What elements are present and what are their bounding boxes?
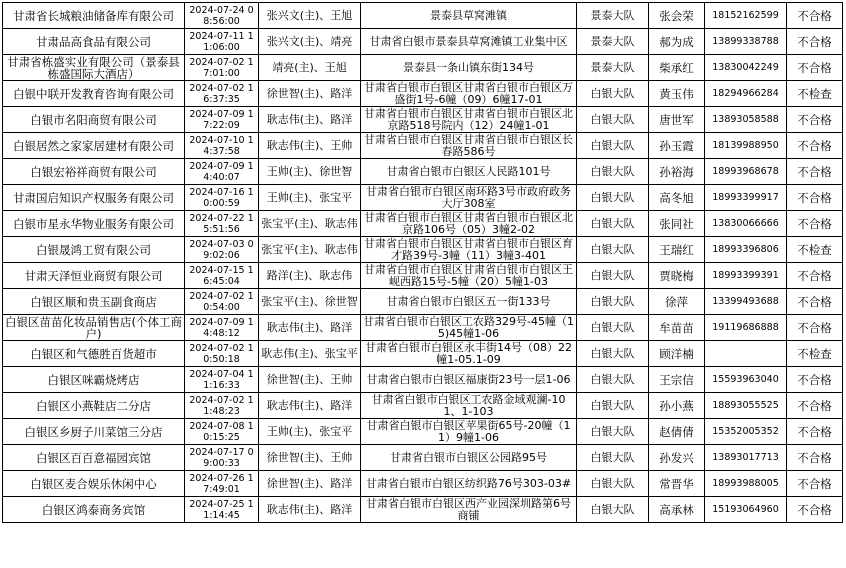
address-cell: 甘肃省白银市白银区苹果街65号-20幢（11）9幢1-06 (361, 419, 577, 445)
inspection-time-cell: 2024-07-09 14:40:07 (185, 159, 259, 185)
inspection-time-cell: 2024-07-02 11:48:23 (185, 393, 259, 419)
inspection-time-cell: 2024-07-26 17:49:01 (185, 471, 259, 497)
address-cell: 甘肃省白银市白银区南环路3号市政府政务大厅308室 (361, 185, 577, 211)
inspection-time-cell: 2024-07-02 16:37:35 (185, 81, 259, 107)
phone-number-cell (705, 341, 787, 367)
result-cell: 不检查 (787, 81, 843, 107)
table-row (3, 393, 843, 419)
table-row (3, 263, 843, 289)
company-name-cell: 白银晟鸿工贸有限公司 (3, 237, 185, 263)
table-row (3, 289, 843, 315)
phone-number-cell: 13893017713 (705, 445, 787, 471)
result-cell: 不合格 (787, 55, 843, 81)
company-name-cell: 甘肃天泽恒业商贸有限公司 (3, 263, 185, 289)
brigade-cell: 白银大队 (577, 237, 649, 263)
contact-person-cell: 顾洋楠 (649, 341, 705, 367)
company-name-cell: 白银区顺和贵玉副食商店 (3, 289, 185, 315)
contact-person-cell: 高承林 (649, 497, 705, 523)
brigade-cell: 白银大队 (577, 445, 649, 471)
company-name-cell: 甘肃省栋盛实业有限公司（景泰县栋盛国际大酒店） (3, 55, 185, 81)
contact-person-cell: 王瑞红 (649, 237, 705, 263)
inspectors-cell: 耿志伟(主)、路洋 (259, 497, 361, 523)
brigade-cell: 白银大队 (577, 107, 649, 133)
inspectors-cell: 耿志伟(主)、路洋 (259, 393, 361, 419)
result-cell: 不合格 (787, 315, 843, 341)
company-name-cell: 白银区百百意福园宾馆 (3, 445, 185, 471)
table-row (3, 341, 843, 367)
phone-number-cell: 18993399391 (705, 263, 787, 289)
phone-number-cell: 15352005352 (705, 419, 787, 445)
result-cell: 不合格 (787, 419, 843, 445)
brigade-cell: 景泰大队 (577, 55, 649, 81)
phone-number-cell: 13899338788 (705, 29, 787, 55)
result-cell: 不检查 (787, 237, 843, 263)
inspectors-cell: 王帅(主)、张宝平 (259, 185, 361, 211)
table-row (3, 107, 843, 133)
inspectors-cell: 靖亮(主)、王旭 (259, 55, 361, 81)
inspectors-cell: 徐世智(主)、路洋 (259, 81, 361, 107)
brigade-cell: 景泰大队 (577, 29, 649, 55)
address-cell: 甘肃省白银市白银区纺织路76号303-03# (361, 471, 577, 497)
result-cell: 不合格 (787, 185, 843, 211)
table-row (3, 3, 843, 29)
address-cell: 甘肃省白银市白银区甘肃省白银市白银区长春路586号 (361, 133, 577, 159)
table-row (3, 55, 843, 81)
result-cell: 不合格 (787, 471, 843, 497)
contact-person-cell: 黄玉伟 (649, 81, 705, 107)
inspection-time-cell: 2024-07-17 09:00:33 (185, 445, 259, 471)
contact-person-cell: 孙玉霞 (649, 133, 705, 159)
brigade-cell: 白银大队 (577, 81, 649, 107)
phone-number-cell: 18893055525 (705, 393, 787, 419)
inspection-time-cell: 2024-07-02 17:01:00 (185, 55, 259, 81)
phone-number-cell: 18993968678 (705, 159, 787, 185)
inspectors-cell: 耿志伟(主)、路洋 (259, 107, 361, 133)
brigade-cell: 白银大队 (577, 159, 649, 185)
table-row (3, 81, 843, 107)
phone-number-cell: 18139988950 (705, 133, 787, 159)
inspectors-cell: 张宝平(主)、耿志伟 (259, 237, 361, 263)
company-name-cell: 白银区和气德胜百货超市 (3, 341, 185, 367)
inspectors-cell: 路洋(主)、耿志伟 (259, 263, 361, 289)
address-cell: 景泰县一条山镇东街134号 (361, 55, 577, 81)
brigade-cell: 景泰大队 (577, 3, 649, 29)
inspectors-cell: 张兴文(主)、靖亮 (259, 29, 361, 55)
table-row (3, 445, 843, 471)
company-name-cell: 白银区小燕鞋店二分店 (3, 393, 185, 419)
table-row (3, 367, 843, 393)
phone-number-cell: 19119686888 (705, 315, 787, 341)
company-name-cell: 白银市星永华物业服务有限公司 (3, 211, 185, 237)
result-cell: 不合格 (787, 211, 843, 237)
brigade-cell: 白银大队 (577, 393, 649, 419)
contact-person-cell: 唐世军 (649, 107, 705, 133)
table-row (3, 471, 843, 497)
result-cell: 不合格 (787, 367, 843, 393)
company-name-cell: 白银市名阳商贸有限公司 (3, 107, 185, 133)
brigade-cell: 白银大队 (577, 263, 649, 289)
contact-person-cell: 贾晓梅 (649, 263, 705, 289)
inspection-time-cell: 2024-07-10 14:37:58 (185, 133, 259, 159)
phone-number-cell: 15193064960 (705, 497, 787, 523)
inspectors-cell: 张兴文(主)、王旭 (259, 3, 361, 29)
result-cell: 不合格 (787, 159, 843, 185)
brigade-cell: 白银大队 (577, 419, 649, 445)
brigade-cell: 白银大队 (577, 341, 649, 367)
address-cell: 甘肃省白银市白银区甘肃省白银市白银区万盛街1号-6幢（09）6幢17-01 (361, 81, 577, 107)
inspection-time-cell: 2024-07-04 11:16:33 (185, 367, 259, 393)
phone-number-cell: 18294966284 (705, 81, 787, 107)
result-cell: 不检查 (787, 341, 843, 367)
table-row (3, 211, 843, 237)
inspectors-cell: 耿志伟(主)、张宝平 (259, 341, 361, 367)
inspection-time-cell: 2024-07-02 10:54:00 (185, 289, 259, 315)
inspectors-cell: 王帅(主)、张宝平 (259, 419, 361, 445)
table-row (3, 133, 843, 159)
address-cell: 甘肃省白银市白银区甘肃省白银市白银区北京路518号院内（12）24幢1-01 (361, 107, 577, 133)
contact-person-cell: 孙发兴 (649, 445, 705, 471)
phone-number-cell: 18993399917 (705, 185, 787, 211)
phone-number-cell: 13893058588 (705, 107, 787, 133)
result-cell: 不合格 (787, 289, 843, 315)
contact-person-cell: 郝为成 (649, 29, 705, 55)
brigade-cell: 白银大队 (577, 497, 649, 523)
result-cell: 不合格 (787, 263, 843, 289)
inspection-time-cell: 2024-07-22 15:51:56 (185, 211, 259, 237)
company-name-cell: 白银中联开发教育咨询有限公司 (3, 81, 185, 107)
result-cell: 不合格 (787, 497, 843, 523)
company-name-cell: 甘肃国启知识产权服务有限公司 (3, 185, 185, 211)
address-cell: 甘肃省白银市白银区永丰街14号（08）22幢1-05.1-09 (361, 341, 577, 367)
company-name-cell: 白银区麦合娱乐休闲中心 (3, 471, 185, 497)
address-cell: 甘肃省白银市白银区五一街133号 (361, 289, 577, 315)
brigade-cell: 白银大队 (577, 211, 649, 237)
address-cell: 甘肃省白银市白银区甘肃省白银市白银区北京路106号（05）3幢2-02 (361, 211, 577, 237)
phone-number-cell: 18993988005 (705, 471, 787, 497)
table-row (3, 29, 843, 55)
phone-number-cell: 18152162599 (705, 3, 787, 29)
company-name-cell: 白银居然之家家居建材有限公司 (3, 133, 185, 159)
inspection-time-cell: 2024-07-15 16:45:04 (185, 263, 259, 289)
company-name-cell: 甘肃品高食品有限公司 (3, 29, 185, 55)
inspectors-cell: 徐世智(主)、路洋 (259, 471, 361, 497)
company-name-cell: 白银宏裕祥商贸有限公司 (3, 159, 185, 185)
inspection-time-cell: 2024-07-24 08:56:00 (185, 3, 259, 29)
table-row (3, 315, 843, 341)
address-cell: 甘肃省白银市白银区工农路金域观澜-101、1-103 (361, 393, 577, 419)
contact-person-cell: 王宗信 (649, 367, 705, 393)
address-cell: 甘肃省白银市景泰县草窝滩镇工业集中区 (361, 29, 577, 55)
address-cell: 甘肃省白银市白银区西产业园深圳路第6号商铺 (361, 497, 577, 523)
result-cell: 不合格 (787, 445, 843, 471)
brigade-cell: 白银大队 (577, 185, 649, 211)
inspectors-cell: 张宝平(主)、徐世智 (259, 289, 361, 315)
contact-person-cell: 徐萍 (649, 289, 705, 315)
inspection-time-cell: 2024-07-11 11:06:00 (185, 29, 259, 55)
inspectors-cell: 耿志伟(主)、路洋 (259, 315, 361, 341)
result-cell: 不合格 (787, 133, 843, 159)
company-name-cell: 白银区苗苗化妆品销售店(个体工商户) (3, 315, 185, 341)
contact-person-cell: 常晋华 (649, 471, 705, 497)
contact-person-cell: 高冬旭 (649, 185, 705, 211)
contact-person-cell: 牟苗苗 (649, 315, 705, 341)
brigade-cell: 白银大队 (577, 133, 649, 159)
inspection-table (2, 2, 843, 523)
table-row (3, 419, 843, 445)
brigade-cell: 白银大队 (577, 315, 649, 341)
company-name-cell: 甘肃省长城粮油储备库有限公司 (3, 3, 185, 29)
table-row (3, 185, 843, 211)
brigade-cell: 白银大队 (577, 471, 649, 497)
phone-number-cell: 15593963040 (705, 367, 787, 393)
contact-person-cell: 孙裕海 (649, 159, 705, 185)
inspection-time-cell: 2024-07-03 09:02:06 (185, 237, 259, 263)
inspectors-cell: 王帅(主)、徐世智 (259, 159, 361, 185)
phone-number-cell: 18993396806 (705, 237, 787, 263)
address-cell: 甘肃省白银市白银区福康街23号一层1-06 (361, 367, 577, 393)
address-cell: 甘肃省白银市白银区工农路329号-45幢（15)45幢1-06 (361, 315, 577, 341)
inspection-time-cell: 2024-07-16 10:00:59 (185, 185, 259, 211)
brigade-cell: 白银大队 (577, 289, 649, 315)
inspectors-cell: 徐世智(主)、王帅 (259, 367, 361, 393)
result-cell: 不合格 (787, 29, 843, 55)
result-cell: 不合格 (787, 107, 843, 133)
result-cell: 不合格 (787, 393, 843, 419)
contact-person-cell: 赵倩倩 (649, 419, 705, 445)
company-name-cell: 白银区鸿泰商务宾馆 (3, 497, 185, 523)
company-name-cell: 白银区咪霸烧烤店 (3, 367, 185, 393)
contact-person-cell: 柴承红 (649, 55, 705, 81)
company-name-cell: 白银区乡厨子川菜馆三分店 (3, 419, 185, 445)
result-cell: 不合格 (787, 3, 843, 29)
inspection-time-cell: 2024-07-08 10:15:25 (185, 419, 259, 445)
brigade-cell: 白银大队 (577, 367, 649, 393)
address-cell: 甘肃省白银市白银区甘肃省白银市白银区王岘西路15号-5幢（20）5幢1-03 (361, 263, 577, 289)
table-row (3, 237, 843, 263)
inspection-time-cell: 2024-07-09 17:22:09 (185, 107, 259, 133)
inspection-time-cell: 2024-07-25 11:14:45 (185, 497, 259, 523)
inspectors-cell: 张宝平(主)、耿志伟 (259, 211, 361, 237)
phone-number-cell: 13399493688 (705, 289, 787, 315)
contact-person-cell: 张同社 (649, 211, 705, 237)
inspection-time-cell: 2024-07-09 14:48:12 (185, 315, 259, 341)
contact-person-cell: 张会荣 (649, 3, 705, 29)
phone-number-cell: 13830066666 (705, 211, 787, 237)
table-row (3, 497, 843, 523)
address-cell: 甘肃省白银市白银区公园路95号 (361, 445, 577, 471)
inspectors-cell: 徐世智(主)、王帅 (259, 445, 361, 471)
phone-number-cell: 13830042249 (705, 55, 787, 81)
address-cell: 景泰县草窝滩镇 (361, 3, 577, 29)
inspectors-cell: 耿志伟(主)、王帅 (259, 133, 361, 159)
address-cell: 甘肃省白银市白银区甘肃省白银市白银区育才路39号-3幢（11）3幢3-401 (361, 237, 577, 263)
table-row (3, 159, 843, 185)
inspection-time-cell: 2024-07-02 10:50:18 (185, 341, 259, 367)
address-cell: 甘肃省白银市白银区人民路101号 (361, 159, 577, 185)
contact-person-cell: 孙小燕 (649, 393, 705, 419)
